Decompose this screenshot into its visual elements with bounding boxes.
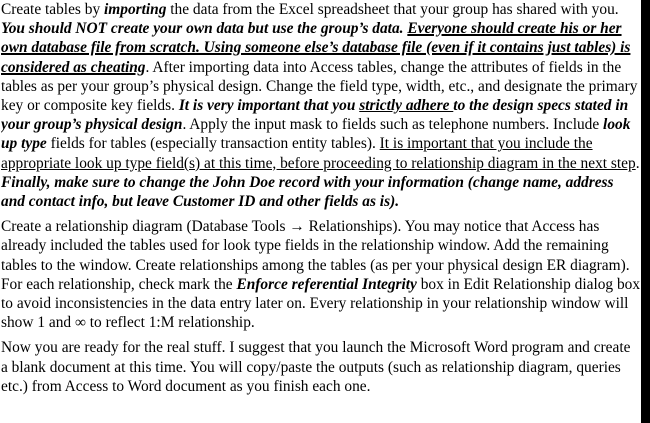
text-run: importing xyxy=(104,1,167,18)
text-run: . xyxy=(635,154,640,172)
text-run: fields for tables (especially transaction entity tables). xyxy=(46,135,380,153)
text-run: Create tables by xyxy=(1,1,104,18)
text-run: . Apply the input mask to fields such as telephone numbers. Include xyxy=(182,116,604,134)
text-run: strictly adhere xyxy=(359,97,454,115)
paragraph-relationship-diagram xyxy=(1,217,641,332)
paragraph-import-tables xyxy=(1,0,641,211)
paragraph-word-document xyxy=(1,338,641,396)
text-run: Finally, make sure to change the John Doe record with your information (change name, address and contact info, but leave Customer ID and other fields as is). xyxy=(1,173,614,211)
text-run: It is important that you include the appropriate look up type field(s) at this time, before proceeding to relationship diagram in the next step xyxy=(1,135,636,172)
document-page xyxy=(1,0,641,423)
text-run: to the design specs stated in your group’s physical design xyxy=(1,97,629,134)
text-run: Create a relationship diagram (Database Tools → Relationships). You may notice that Access has already included the tables used for look type fields in the relationship window. Add the remaining tables to the window. Create relationships among the tables (as per your physical design ER diagram). For each relationship, check mark the xyxy=(1,218,630,293)
text-run: . After importing data into Access tables, change the attributes of fields in the tables as per your group’s physical design. Change the field type, width, etc., and designate the primary key or composite key fields. xyxy=(1,58,638,115)
right-edge-border xyxy=(641,0,650,423)
text-run: You should NOT create your own data but use the group’s data. xyxy=(1,20,404,38)
text-run: It is very important that you xyxy=(178,97,360,115)
text-run: Now you are ready for the real stuff. I suggest that you launch the Microsoft Word program and create a blank document at this time. You will copy/paste the outputs (such as relationship diagram, queries etc.) from Access to Word document as you finish each one. xyxy=(1,339,631,395)
text-run: Everyone should create his or her own database file from scratch. Using someone else’s database file (even if it contains just tables) is considered as cheating xyxy=(1,20,631,76)
text-run: box in Edit Relationship dialog box to avoid inconsistencies in the data entry later on. Every relationship in your relationship window will show 1 and ∞ to reflect 1:M relationship. xyxy=(1,275,641,332)
text-run: look up type xyxy=(1,116,631,153)
text-run: Enforce referential Integrity xyxy=(236,275,417,293)
text-run: the data from the Excel spreadsheet that your group has shared with you. xyxy=(166,1,619,18)
